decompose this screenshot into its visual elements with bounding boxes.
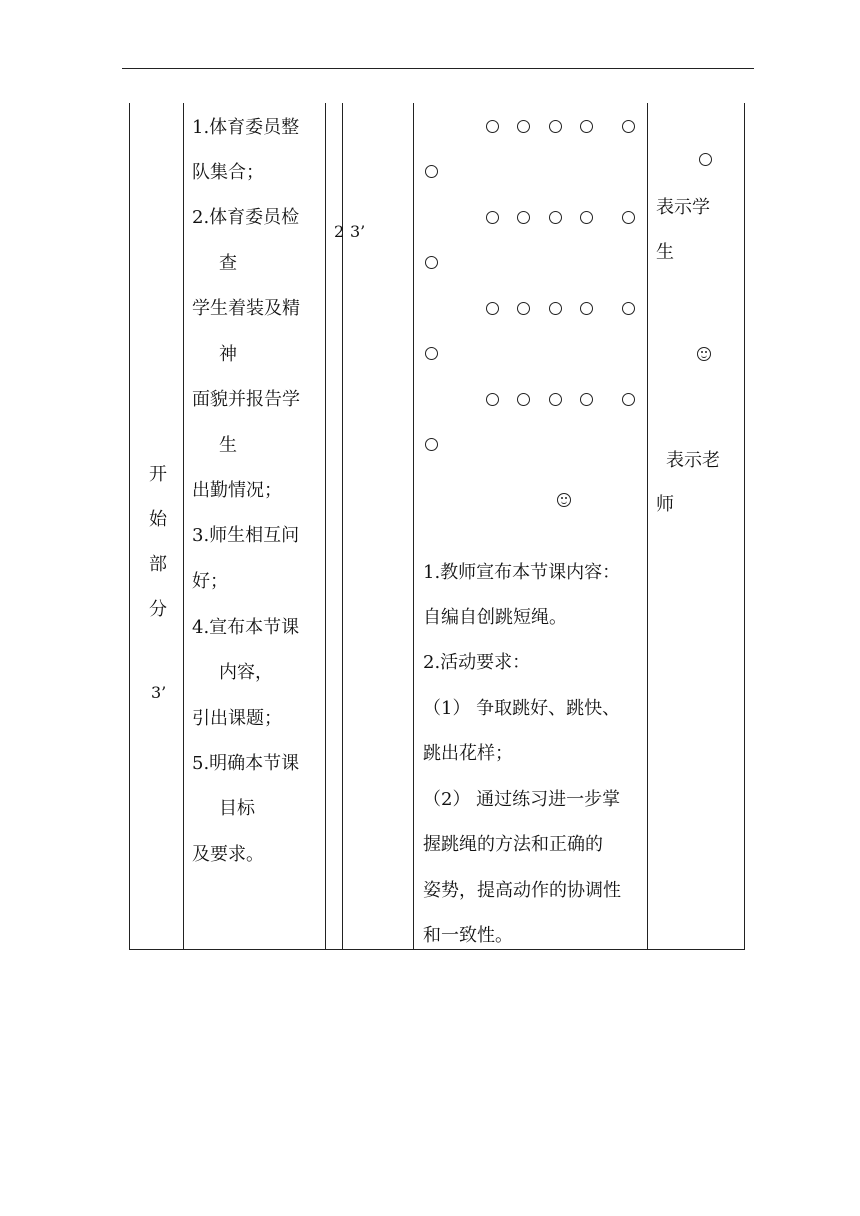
student-circle-icon	[580, 211, 593, 224]
student-circle-icon	[425, 347, 438, 360]
student-circle-icon	[486, 393, 499, 406]
section-char: 部	[149, 554, 167, 575]
legend-teacher-label: 师	[656, 494, 674, 515]
student-circle-icon	[517, 211, 530, 224]
page-header-rule	[122, 68, 754, 69]
content-line: 内容，	[219, 662, 273, 683]
student-circle-icon	[549, 211, 562, 224]
student-circle-icon	[580, 120, 593, 133]
student-circle-icon	[580, 302, 593, 315]
teacher-face-icon	[557, 493, 571, 507]
table-border-left	[129, 103, 130, 949]
student-circle-icon	[549, 393, 562, 406]
student-circle-icon	[486, 211, 499, 224]
student-circle-icon	[486, 120, 499, 133]
content-line: 4.宣布本节课	[192, 617, 300, 638]
teacher-face-icon	[697, 347, 711, 361]
student-circle-icon	[549, 302, 562, 315]
student-circle-icon	[699, 153, 712, 166]
content-line: 2.体育委员检	[192, 207, 300, 228]
organization-line: 握跳绳的方法和正确的	[423, 834, 603, 855]
student-circle-icon	[580, 393, 593, 406]
organization-line: 和一致性。	[423, 925, 513, 946]
content-line: 1.体育委员整	[192, 117, 300, 138]
content-line: 生	[219, 435, 237, 456]
legend-student-label: 表示学	[656, 197, 710, 218]
content-line: 5.明确本节课	[192, 753, 300, 774]
student-circle-icon	[622, 120, 635, 133]
legend-student-label: 生	[656, 242, 674, 263]
content-line: 3.师生相互问	[192, 525, 300, 546]
table-border-right	[744, 103, 745, 949]
column-divider	[647, 103, 648, 949]
time-minutes: 3’	[350, 222, 366, 241]
content-line: 面貌并报告学	[192, 389, 300, 410]
student-circle-icon	[425, 256, 438, 269]
student-circle-icon	[517, 302, 530, 315]
organization-line: 跳出花样；	[423, 743, 513, 764]
section-char: 分	[149, 599, 167, 620]
student-circle-icon	[486, 302, 499, 315]
organization-line: 自编自创跳短绳。	[423, 607, 567, 628]
content-line: 队集合；	[192, 162, 264, 183]
student-circle-icon	[622, 211, 635, 224]
student-circle-icon	[425, 165, 438, 178]
student-circle-icon	[622, 393, 635, 406]
column-divider	[183, 103, 184, 949]
organization-line: 1.教师宣布本节课内容：	[423, 562, 621, 583]
content-line: 好；	[192, 571, 228, 592]
legend-teacher-label: 表示老	[666, 450, 720, 471]
content-line: 出勤情况；	[192, 480, 282, 501]
content-line: 学生着装及精	[192, 298, 300, 319]
organization-line: 2.活动要求：	[423, 652, 531, 673]
student-circle-icon	[622, 302, 635, 315]
section-duration: 3’	[151, 683, 167, 702]
student-circle-icon	[425, 438, 438, 451]
content-line: 神	[219, 344, 237, 365]
column-divider	[325, 103, 326, 949]
student-circle-icon	[517, 120, 530, 133]
organization-line: （1） 争取跳好、跳快、	[423, 698, 621, 719]
section-char: 开	[149, 464, 167, 485]
organization-line: 姿势，提高动作的协调性	[423, 880, 621, 901]
organization-line: （2） 通过练习进一步掌	[423, 789, 621, 810]
content-line: 引出课题；	[192, 708, 282, 729]
time-count: 2	[334, 222, 345, 241]
student-circle-icon	[549, 120, 562, 133]
content-line: 查	[219, 253, 237, 274]
content-line: 及要求。	[192, 844, 264, 865]
content-line: 目标	[219, 798, 255, 819]
section-char: 始	[149, 509, 167, 530]
student-circle-icon	[517, 393, 530, 406]
column-divider	[413, 103, 414, 949]
